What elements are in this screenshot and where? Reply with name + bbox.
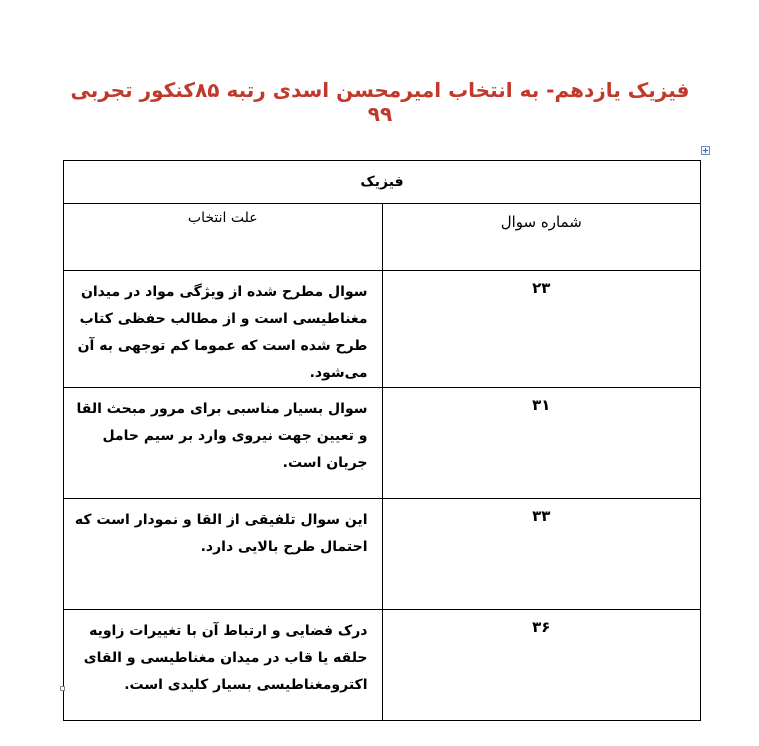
selection-reason: سوال مطرح شده از ویژگی مواد در میدان مغناطیسی است و از مطالب حفظی کتاب طرح شده است که عموما کم توجهی به آن می‌شود. (64, 271, 383, 388)
table-row (64, 388, 701, 499)
physics-table (63, 160, 701, 721)
table-resize-handle[interactable] (60, 686, 65, 691)
table-move-handle-icon[interactable] (701, 146, 710, 155)
selection-reason: سوال بسیار مناسبی برای مرور مبحث القا و تعیین جهت نیروی وارد بر سیم حامل جریان است. (64, 388, 383, 499)
table-title-row (64, 161, 701, 204)
document-title: فیزیک یازدهم- به انتخاب امیرمحسن اسدی رتبه ۸۵کنکور تجربی ۹۹ (70, 78, 690, 126)
header-question-number: شماره سوال (382, 204, 701, 271)
question-number: ۳۳ (382, 499, 701, 610)
question-number: ۲۳ (382, 271, 701, 388)
question-number: ۳۱ (382, 388, 701, 499)
selection-reason: این سوال تلفیقی از القا و نمودار است که احتمال طرح بالایی دارد. (64, 499, 383, 610)
table-header-row (64, 204, 701, 271)
table-title: فیزیک (64, 161, 701, 204)
question-number: ۳۶ (382, 610, 701, 721)
header-reason: علت انتخاب (64, 204, 383, 271)
selection-reason: درک فضایی و ارتباط آن با تغییرات زاویه حلقه یا قاب در میدان مغناطیسی و القای اکترومغناطیسی بسیار کلیدی است. (64, 610, 383, 721)
table-row (64, 499, 701, 610)
table-row (64, 271, 701, 388)
table-row (64, 610, 701, 721)
